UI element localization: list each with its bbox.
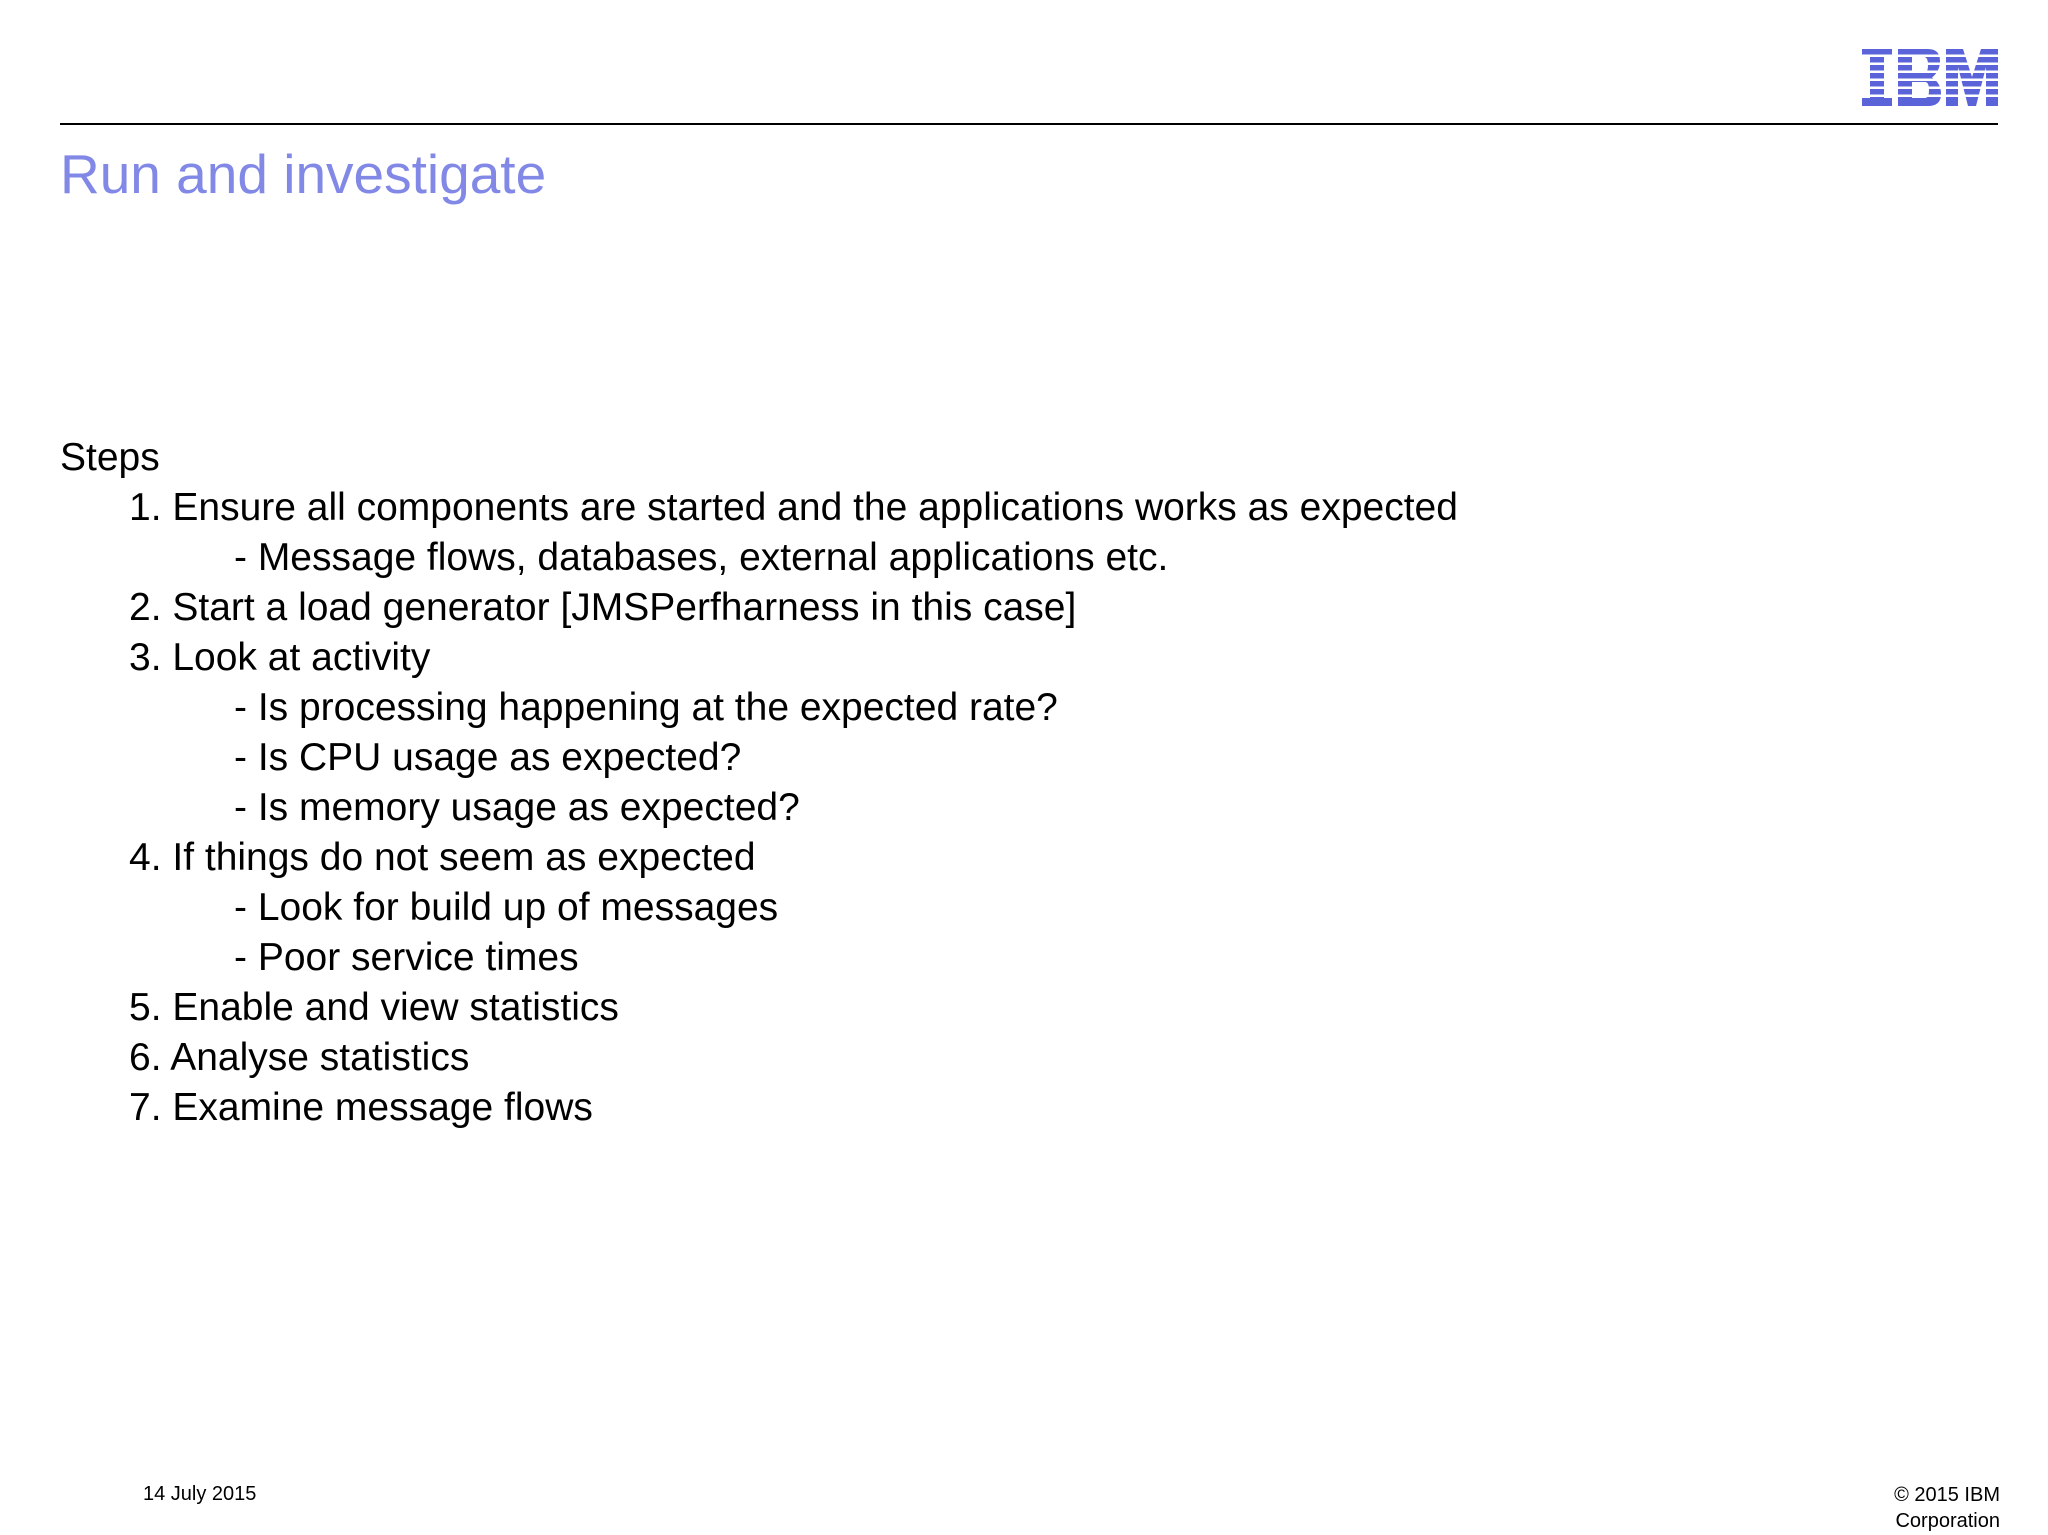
step-item bbox=[60, 583, 1458, 633]
steps-heading: Steps bbox=[60, 436, 160, 479]
slide-body bbox=[60, 433, 1458, 1133]
step-label: 7. Examine message flows bbox=[129, 1086, 593, 1129]
copyright-line-2: Corporation bbox=[1895, 1510, 2000, 1532]
step-subitems bbox=[60, 533, 1458, 583]
steps-list bbox=[60, 483, 1458, 1133]
copyright-line-1: © 2015 IBM bbox=[1894, 1484, 2000, 1506]
step-subitem: - Poor service times bbox=[234, 936, 579, 979]
step-item bbox=[60, 983, 1458, 1033]
step-label: 6. Analyse statistics bbox=[129, 1036, 470, 1079]
slide-title: Run and investigate bbox=[60, 143, 547, 205]
step-subitem: - Is processing happening at the expected rate? bbox=[234, 686, 1058, 729]
step-subitem: - Is CPU usage as expected? bbox=[234, 736, 742, 779]
step-label: 2. Start a load generator [JMSPerfharness in this case] bbox=[129, 586, 1077, 629]
step-item bbox=[60, 633, 1458, 833]
step-item bbox=[60, 483, 1458, 583]
step-label: 3. Look at activity bbox=[129, 636, 431, 679]
footer-copyright bbox=[1894, 1482, 2000, 1534]
step-label: 4. If things do not seem as expected bbox=[129, 836, 756, 879]
step-item bbox=[60, 1033, 1458, 1083]
ibm-logo bbox=[1862, 49, 1998, 106]
step-subitem: - Is memory usage as expected? bbox=[234, 786, 800, 829]
step-subitems bbox=[60, 683, 1458, 833]
step-subitem: - Look for build up of messages bbox=[234, 886, 779, 929]
step-label: 5. Enable and view statistics bbox=[129, 986, 619, 1029]
step-item bbox=[60, 833, 1458, 983]
step-subitem: - Message flows, databases, external applications etc. bbox=[234, 536, 1169, 579]
footer-date: 14 July 2015 bbox=[143, 1483, 257, 1505]
ibm-logo-icon bbox=[1862, 49, 1998, 106]
header-divider bbox=[60, 123, 1998, 125]
step-subitems bbox=[60, 883, 1458, 983]
step-item bbox=[60, 1083, 1458, 1133]
step-label: 1. Ensure all components are started and the applications works as expected bbox=[129, 486, 1458, 529]
